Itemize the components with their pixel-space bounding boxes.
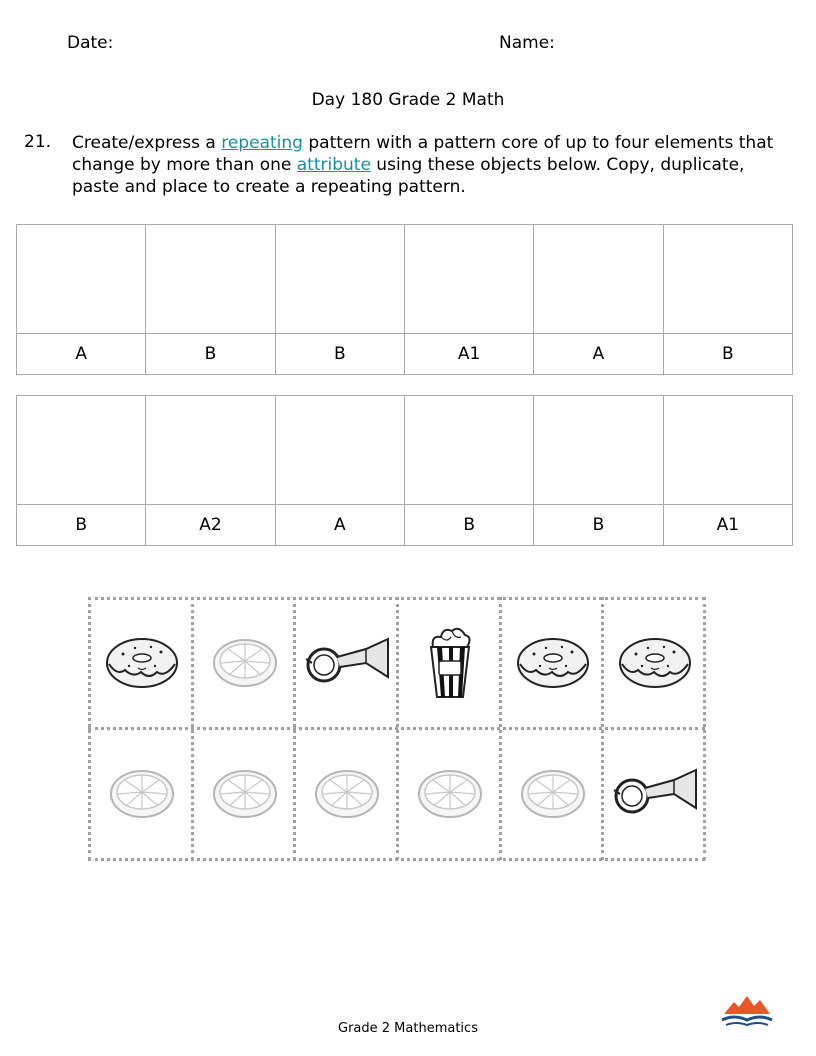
pattern-label: B bbox=[17, 505, 146, 546]
drop-cell[interactable] bbox=[146, 396, 275, 505]
pattern-label: A bbox=[17, 334, 146, 375]
mountain-logo-icon bbox=[720, 994, 774, 1032]
pattern-label: A2 bbox=[146, 505, 275, 546]
draggable-object[interactable] bbox=[193, 597, 296, 728]
draggable-object[interactable] bbox=[295, 597, 398, 728]
drop-cell[interactable] bbox=[534, 225, 663, 334]
orange-slice-icon bbox=[212, 637, 278, 689]
draggable-object[interactable] bbox=[90, 728, 193, 859]
draggable-object[interactable] bbox=[90, 597, 193, 728]
pattern-table-2 bbox=[16, 395, 793, 546]
drop-cell[interactable] bbox=[275, 225, 404, 334]
drop-cell[interactable] bbox=[404, 396, 533, 505]
pattern-table-1 bbox=[16, 224, 793, 375]
question-text bbox=[72, 132, 792, 198]
footer-text: Grade 2 Mathematics bbox=[338, 1021, 478, 1036]
donut-icon bbox=[516, 636, 590, 690]
orange-slice-icon bbox=[109, 768, 175, 820]
attribute-link[interactable]: attribute bbox=[296, 155, 371, 175]
pattern-label: A bbox=[275, 505, 404, 546]
pattern-label: B bbox=[534, 505, 663, 546]
french-horn-icon bbox=[304, 637, 390, 689]
pattern-label: A1 bbox=[404, 334, 533, 375]
pattern-label: A1 bbox=[663, 505, 792, 546]
draggable-object[interactable] bbox=[603, 728, 706, 859]
draggable-object[interactable] bbox=[193, 728, 296, 859]
draggable-object[interactable] bbox=[398, 597, 501, 728]
orange-slice-icon bbox=[314, 768, 380, 820]
draggable-object[interactable] bbox=[398, 728, 501, 859]
popcorn-icon bbox=[427, 627, 473, 699]
question-text-part-2: pattern with a pattern core of up to four elements that change by more than one bbox=[72, 133, 774, 175]
pattern-label: B bbox=[146, 334, 275, 375]
question-number: 21. bbox=[24, 132, 52, 152]
drop-cell[interactable] bbox=[17, 396, 146, 505]
draggable-object[interactable] bbox=[603, 597, 706, 728]
page-title: Day 180 Grade 2 Math bbox=[311, 90, 505, 110]
donut-icon bbox=[618, 636, 692, 690]
drop-cell[interactable] bbox=[146, 225, 275, 334]
draggable-object[interactable] bbox=[501, 597, 604, 728]
name-label: Name: bbox=[499, 33, 555, 53]
question-text-part-1: Create/express a bbox=[72, 133, 222, 153]
date-label: Date: bbox=[67, 33, 114, 53]
orange-slice-icon bbox=[212, 768, 278, 820]
drop-cell[interactable] bbox=[17, 225, 146, 334]
drop-cell[interactable] bbox=[275, 396, 404, 505]
question-text-part-3: using these objects below. Copy, duplicate, paste and place to create a repeating pattern. bbox=[72, 155, 745, 197]
object-bank bbox=[88, 597, 705, 860]
pattern-label: A bbox=[534, 334, 663, 375]
french-horn-icon bbox=[612, 768, 698, 820]
pattern-label: B bbox=[275, 334, 404, 375]
pattern-label: B bbox=[404, 505, 533, 546]
pattern-label: B bbox=[663, 334, 792, 375]
orange-slice-icon bbox=[417, 768, 483, 820]
drop-cell[interactable] bbox=[663, 396, 792, 505]
orange-slice-icon bbox=[520, 768, 586, 820]
draggable-object[interactable] bbox=[295, 728, 398, 859]
drop-cell[interactable] bbox=[534, 396, 663, 505]
draggable-object[interactable] bbox=[501, 728, 604, 859]
donut-icon bbox=[105, 636, 179, 690]
drop-cell[interactable] bbox=[404, 225, 533, 334]
drop-cell[interactable] bbox=[663, 225, 792, 334]
repeating-link[interactable]: repeating bbox=[221, 133, 303, 153]
